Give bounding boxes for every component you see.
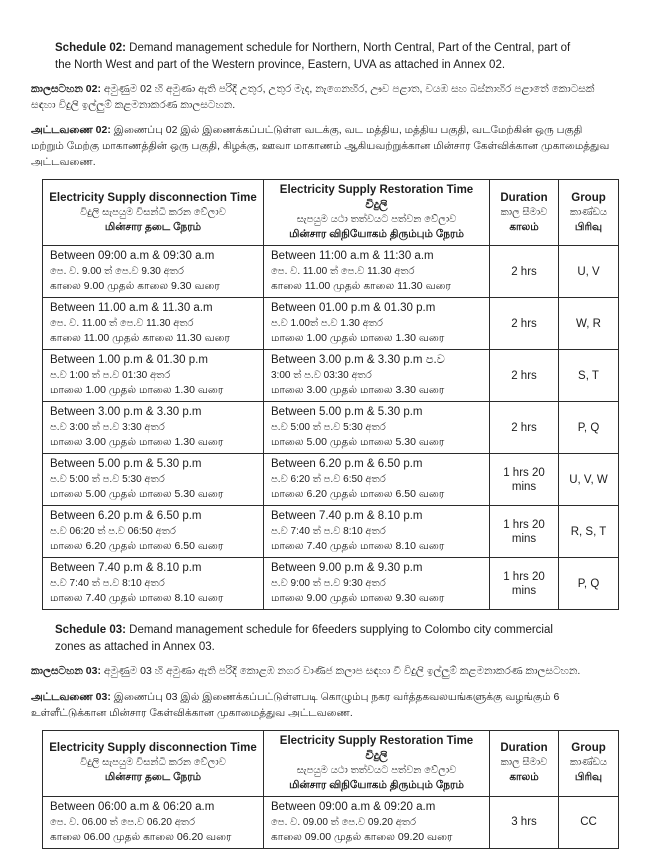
- col-header-group-ta: பிரிவு: [574, 771, 603, 783]
- duration-cell: 1 hrs 20 mins: [490, 506, 559, 558]
- col-header-restoration: [264, 180, 490, 246]
- restoration-time-si: 3:00 ත් ප.ව 03:30 අතර: [271, 370, 372, 381]
- schedule02-heading-en: [55, 40, 582, 73]
- restoration-time-ta: காலை 09.00 முதல் காலை 09.20 வரை: [271, 830, 453, 843]
- schedule03-table: [42, 730, 619, 849]
- col-header-group-ta: பிரிவு: [574, 220, 603, 233]
- col-header-restoration-en: Electricity Supply Restoration Time විදුලි: [279, 184, 474, 211]
- restoration-time-ta: மாலை 1.00 முதல் மாலை 1.30 வரை: [271, 332, 445, 344]
- disconnection-time-en: Between 7.40 p.m & 8.10 p.m: [50, 562, 202, 574]
- disconnection-time-si: ප.ව 06:20 ත් ප.ව 06:50 අතර: [50, 526, 176, 537]
- disconnection-time-en: Between 09:00 a.m & 09:30 a.m: [50, 250, 215, 262]
- col-header-disconnection-si: විදුලි සැපයුම විසන්ධි කරන වේලාව: [80, 206, 226, 218]
- table-header-row: [43, 730, 619, 796]
- duration-cell: 1 hrs 20 mins: [490, 454, 559, 506]
- schedule02-heading-si: [31, 82, 616, 113]
- disconnection-time-en: Between 6.20 p.m & 6.50 p.m: [50, 510, 202, 522]
- group-cell: S, T: [559, 350, 619, 402]
- disconnection-time-si: ප.ව 3:00 ත් ප.ව 3:30 අතර: [50, 422, 165, 433]
- restoration-cell: [264, 558, 490, 610]
- disconnection-time-si: ප.ව 1:00 ත් ප.ව 01:30 අතර: [50, 370, 171, 381]
- col-header-disconnection: [43, 730, 264, 796]
- table-row: [43, 298, 619, 350]
- disconnection-cell: [43, 402, 264, 454]
- disconnection-cell: [43, 298, 264, 350]
- col-header-disconnection: [43, 180, 264, 246]
- disconnection-time-si: ප.ව 5:00 ත් ප.ව 5:30 අතර: [50, 474, 165, 485]
- restoration-cell: [264, 298, 490, 350]
- group-cell: R, S, T: [559, 506, 619, 558]
- col-header-restoration-ta: மின்சார விநியோகம் திரும்பும் நேரம்: [289, 228, 464, 240]
- col-header-group: [559, 180, 619, 246]
- table-row: [43, 506, 619, 558]
- table-header-row: [43, 180, 619, 246]
- restoration-time-en: Between 11:00 a.m & 11:30 a.m: [271, 250, 434, 262]
- col-header-disconnection-en: Electricity Supply disconnection Time: [49, 191, 257, 204]
- disconnection-time-ta: காலை 9.00 முதல் காலை 9.30 வரை: [50, 280, 220, 292]
- duration-cell: 2 hrs: [490, 298, 559, 350]
- restoration-time-ta: காலை 11.00 முதல் காலை 11.30 வரை: [271, 280, 451, 292]
- schedule02-text-en: Demand management schedule for Northern, North Central, Part of the Central, part of the North West and part of the Western province, Eastern, UVA as attached in Annex 02.: [55, 42, 571, 71]
- duration-cell: 1 hrs 20 mins: [490, 558, 559, 610]
- schedule03-label-en: Schedule 03:: [55, 624, 126, 636]
- restoration-time-si: ප.ව 9:00 ත් ප.ව 9:30 අතර: [271, 578, 386, 589]
- schedule03-label-ta: அட்டவணை 03:: [31, 690, 111, 703]
- disconnection-time-ta: மாலை 1.00 முதல் மாலை 1.30 வரை: [50, 384, 224, 396]
- disconnection-time-en: Between 06:00 a.m & 06:20 a.m: [50, 800, 215, 813]
- disconnection-cell: [43, 246, 264, 298]
- schedule03-heading-ta: [31, 689, 616, 721]
- disconnection-cell: [43, 506, 264, 558]
- restoration-time-en: Between 3.00 p.m & 3.30 p.m ප.ව: [271, 354, 445, 366]
- disconnection-time-ta: மாலை 6.20 முதல் மாலை 6.50 வரை: [50, 540, 224, 552]
- restoration-time-en: Between 5.00 p.m & 5.30 p.m: [271, 406, 423, 418]
- duration-cell: 2 hrs: [490, 402, 559, 454]
- col-header-duration-ta: காலம்: [509, 771, 539, 783]
- schedule03-text-en: Demand management schedule for 6feeders supplying to Colombo city commercial zones as attached in Annex 03.: [55, 624, 553, 653]
- table-row: [43, 402, 619, 454]
- disconnection-time-ta: மாலை 3.00 முதல் மாலை 1.30 வரை: [50, 436, 224, 448]
- restoration-cell: [264, 796, 490, 848]
- disconnection-cell: [43, 350, 264, 402]
- restoration-cell: [264, 506, 490, 558]
- duration-cell: 2 hrs: [490, 246, 559, 298]
- group-cell: W, R: [559, 298, 619, 350]
- restoration-time-en: Between 9.00 p.m & 9.30 p.m: [271, 562, 423, 574]
- col-header-duration-en: Duration: [500, 742, 548, 754]
- col-header-group-en: Group: [571, 742, 606, 754]
- restoration-time-ta: மாலை 9.00 முதல் மாலை 9.30 வரை: [271, 592, 445, 604]
- disconnection-time-en: Between 1.00 p.m & 01.30 p.m: [50, 354, 208, 366]
- table-row: [43, 350, 619, 402]
- col-header-duration: [490, 730, 559, 796]
- col-header-group-en: Group: [571, 191, 606, 204]
- restoration-cell: [264, 246, 490, 298]
- restoration-time-si: ප.ව 1.00ත් ප.ව 1.30 අතර: [271, 318, 383, 329]
- restoration-time-en: Between 09:00 a.m & 09:20 a.m: [271, 800, 436, 813]
- restoration-cell: [264, 454, 490, 506]
- col-header-group: [559, 730, 619, 796]
- schedule03-heading-en: [55, 622, 582, 655]
- col-header-restoration-en: Electricity Supply Restoration Time විදුලි: [279, 734, 474, 762]
- disconnection-time-en: Between 3.00 p.m & 3.30 p.m: [50, 406, 202, 418]
- col-header-duration-ta: காலம்: [509, 220, 539, 233]
- disconnection-time-ta: மாலை 5.00 முதல் மாலை 5.30 வரை: [50, 488, 224, 500]
- schedule02-heading-ta: [31, 122, 616, 170]
- restoration-time-si: ප.ව 7:40 ත් ප.ව 8:10 අතර: [271, 526, 386, 537]
- disconnection-cell: [43, 454, 264, 506]
- restoration-time-ta: மாலை 5.00 முதல் மாலை 5.30 வரை: [271, 436, 445, 448]
- group-cell: P, Q: [559, 558, 619, 610]
- disconnection-time-si: පෙ. ව. 06.00 ත් පෙ.ව 06.20 අතර: [50, 816, 196, 828]
- restoration-time-ta: மாலை 7.40 முதல் மாலை 8.10 வரை: [271, 540, 445, 552]
- col-header-group-si: කාණ්ඩය: [569, 206, 608, 218]
- col-header-restoration-ta: மின்சார விநியோகம் திரும்பும் நேரம்: [289, 778, 464, 791]
- restoration-time-ta: மாலை 3.00 முதல் மாலை 3.30 வரை: [271, 384, 445, 396]
- group-cell: P, Q: [559, 402, 619, 454]
- col-header-disconnection-si: විදුලි සැපයුම විසන්ධි කරන වේලාව: [80, 757, 226, 768]
- col-header-duration: [490, 180, 559, 246]
- table-row: [43, 558, 619, 610]
- schedule02-label-ta: அட்டவணை 02:: [31, 124, 111, 136]
- restoration-time-en: Between 01.00 p.m & 01.30 p.m: [271, 302, 436, 314]
- schedule03-label-si: කාලසටහන 03:: [31, 665, 101, 677]
- restoration-time-en: Between 6.20 p.m & 6.50 p.m: [271, 458, 423, 470]
- restoration-cell: [264, 350, 490, 402]
- table-row: [43, 246, 619, 298]
- restoration-time-ta: மாலை 6.20 முதல் மாலை 6.50 வரை: [271, 488, 445, 500]
- group-cell: U, V, W: [559, 454, 619, 506]
- disconnection-time-en: Between 5.00 p.m & 5.30 p.m: [50, 458, 202, 470]
- disconnection-time-si: ප.ව 7:40 ත් ප.ව 8:10 අතර: [50, 578, 165, 589]
- duration-cell: 2 hrs: [490, 350, 559, 402]
- restoration-time-si: ප.ව 6:20 ත් ප.ව 6:50 අතර: [271, 474, 386, 485]
- schedule02-table: [42, 179, 619, 610]
- schedule02-text-ta: இணைப்பு 02 இல் இணைக்கப்பட்டுள்ள வடக்கு, வட மத்திய, மத்திய பகுதி, வடமேற்கின் ஒரு பகுதி மற்றும் மேற்கு மாகாணத்தின் ஒரு பகுதி, கிழக்கு, ஊவா மாகாணம் ஆகியவற்றுக்கான மின்சார கேள்விக்கான முகாமைத்துவ அட்டவணை.: [31, 124, 610, 168]
- schedule03-text-si: අමුණුම 03 හි අමුණා ඇති පරිදි කොළඹ නගර වාණිජ කලාප සඳහා වී විදුලි ඉල්ලුම් කළමනාකරණ කාලසටහන.: [100, 665, 581, 677]
- table-row: [43, 796, 619, 848]
- col-header-duration-si: කාල සීමාව: [500, 206, 548, 218]
- col-header-disconnection-ta: மின்சார தடை நேரம்: [104, 771, 202, 783]
- disconnection-time-ta: மாலை 7.40 முதல் மாலை 8.10 வரை: [50, 592, 224, 604]
- restoration-cell: [264, 402, 490, 454]
- group-cell: CC: [559, 796, 619, 848]
- col-header-restoration-si: සැපයුම යථා තත්වයට පත්වන වේලාව: [296, 214, 457, 225]
- restoration-time-en: Between 7.40 p.m & 8.10 p.m: [271, 510, 423, 522]
- schedule03-heading-si: [31, 664, 616, 680]
- col-header-disconnection-en: Electricity Supply disconnection Time: [49, 742, 257, 754]
- disconnection-time-en: Between 11.00 a.m & 11.30 a.m: [50, 302, 213, 314]
- group-cell: U, V: [559, 246, 619, 298]
- col-header-duration-si: කාල සීමාව: [500, 757, 548, 768]
- schedule03-text-ta: இணைப்பு 03 இல் இணைக்கப்பட்டுள்ளபடி கொழும்பு நகர வர்த்தகவலயங்களுக்கு வழங்கும் 6 உள்ளீட்டுக்கான மின்சார கேள்விக்கான முகாமைத்துவ அட்டவணை.: [31, 690, 560, 719]
- table-row: [43, 454, 619, 506]
- disconnection-time-si: පෙ. ව. 11.00 ත් පෙ.ව 11.30 අතර: [50, 318, 194, 329]
- disconnection-time-ta: காலை 06.00 முதல் காலை 06.20 வரை: [50, 830, 232, 843]
- duration-cell: 3 hrs: [490, 796, 559, 848]
- disconnection-time-ta: காலை 11.00 முதல் காலை 11.30 வரை: [50, 332, 230, 344]
- restoration-time-si: ප.ව 5:00 ත් ප.ව 5:30 අතර: [271, 422, 386, 433]
- disconnection-cell: [43, 796, 264, 848]
- col-header-disconnection-ta: மின்சார தடை நேரம்: [104, 220, 202, 233]
- restoration-time-si: පෙ. ව. 09.00 ත් පෙ.ව 09.20 අතර: [271, 816, 417, 828]
- disconnection-cell: [43, 558, 264, 610]
- schedule02-label-si: කාලසටහන 02:: [31, 83, 101, 95]
- col-header-restoration: [264, 730, 490, 796]
- col-header-restoration-si: සැපයුම යථා තත්වයට පත්වන වේලාව: [296, 764, 457, 776]
- restoration-time-si: පෙ. ව. 11.00 ත් පෙ.ව 11.30 අතර: [271, 266, 415, 277]
- col-header-group-si: කාණ්ඩය: [569, 757, 608, 768]
- col-header-duration-en: Duration: [500, 191, 548, 204]
- schedule02-text-si: අමුණුම 02 හි අමුණා ඇති පරිදි උතුර, උතුර මැද, නැගෙනහිර, ඌව පළාත, වයඹ සහ බස්නාහිර පළාතේ කොටසක් සඳහා විදුලි ඉල්ලුම් කළමනාකරණ කාලසටහන.: [31, 83, 595, 111]
- disconnection-time-si: පෙ. ව. 9.00 ත් පෙ.ව 9.30 අතර: [50, 266, 184, 277]
- schedule02-label-en: Schedule 02:: [55, 42, 126, 54]
